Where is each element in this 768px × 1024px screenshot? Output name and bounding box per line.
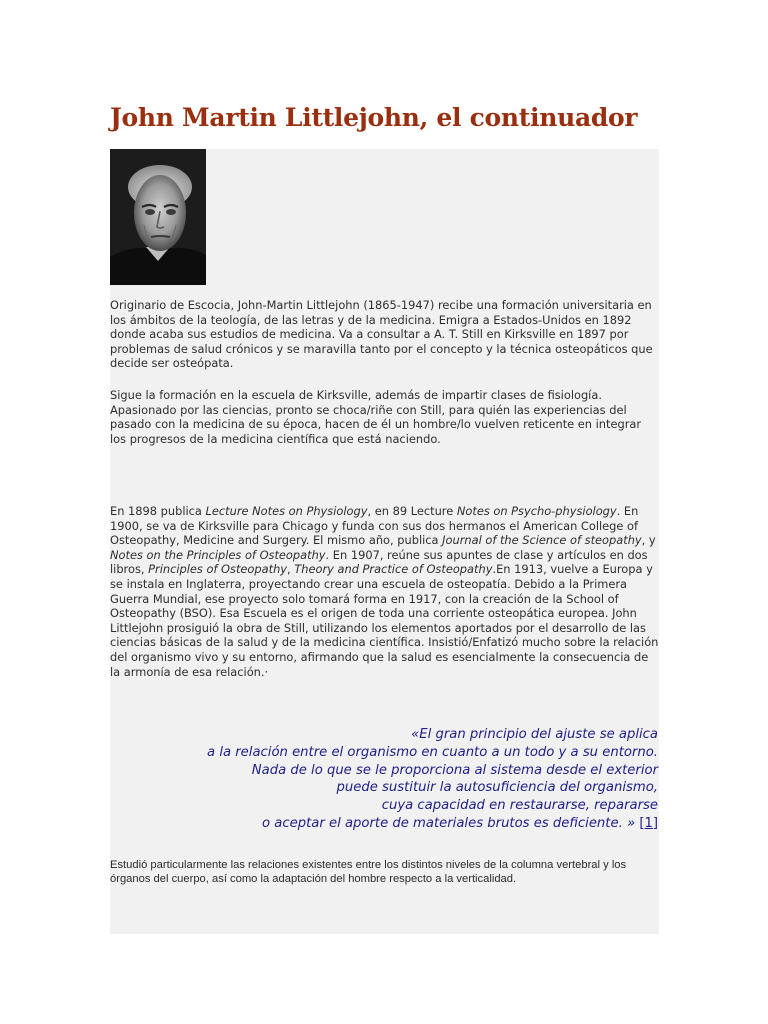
- paragraph-training: Sigue la formación en la escuela de Kirksville, además de impartir clases de fisiología. Apasionado por las ciencias, pronto se choca/riñe con Still, para quién las experiencias del pasado con la medicina de su época, hacen de él un hombre/lo vuelven reticente en integrar los progresos de la medicina científica que está naciendo.: [110, 388, 642, 446]
- quotation: [110, 726, 658, 833]
- book-title: Notes on the Principles of Osteopathy: [110, 547, 326, 562]
- article-body: [110, 149, 659, 934]
- journal-title: Journal of the Science of steopathy: [442, 533, 642, 548]
- quote-line: «El gran principio del ajuste se aplica: [411, 727, 658, 742]
- portrait-image: [110, 149, 206, 285]
- book-title: Notes on Psycho-physiology: [456, 504, 617, 518]
- quote-line: puede sustituir la autosuficiencia del organismo,: [336, 780, 658, 796]
- article-title: John Martin Littlejohn, el continuador: [110, 103, 638, 132]
- paragraph-publications: [110, 504, 659, 679]
- text-run: .En 1913, vuelve a Europa y se instala en Inglaterra, proyectando crear una escuela de osteopatía. Debido a la Primera Guerra Mundial, ese proyecto solo tomará forma en 1917, con la creación de la School of Osteopathy (BSO). Esa Escuela es el origen de toda una corriente osteopática europea. John Littlejohn prosiguió la obra de Still, utilizando los elementos aportados por el desarrollo de las ciencias básicas de la salud y de la medicina científica. Insistió/Enfatizó mucho sobre la relación del organismo vivo y su entorno, afirmando que la salud es esencialmente la consecuencia de la armonía de esa relación.·: [110, 562, 659, 679]
- paragraph-origin: Originario de Escocia, John-Martin Littlejohn (1865-1947) recibe una formación universitaria en los ámbitos de la teología, de las letras y de la medicina. Emigra a Estados-Unidos en 1892 donde acaba sus estudios de medicina. Va a consultar a A. T. Still en Kirksville en 1897 por problemas de salud crónicos y se maravilla tanto por el concepto y la técnica osteopáticos que decide ser osteópata.: [110, 298, 653, 371]
- quote-line: cuya capacidad en restaurarse, repararse: [381, 798, 658, 814]
- quote-line: Nada de lo que se le proporciona al sistema desde el exterior: [251, 762, 658, 778]
- text-run: . En 1907, reúne sus apuntes de clase y artículos en dos libros,: [110, 547, 648, 577]
- text-run: , y: [641, 533, 656, 548]
- portrait-photo: [110, 149, 206, 285]
- book-title: Lecture Notes on Physiology: [205, 504, 368, 518]
- footnote-link[interactable]: [1]: [639, 815, 658, 831]
- quote-line: a la relación entre el organismo en cuanto a un todo y a su entorno.: [207, 744, 658, 760]
- book-title: Theory and Practice of Osteopathy: [294, 562, 493, 577]
- text-run: ,: [287, 562, 295, 577]
- text-run: En 1898 publica: [110, 504, 206, 518]
- quote-line: o aceptar el aporte de materiales brutos es deficiente. »: [262, 815, 636, 831]
- paragraph-study: Estudió particularmente las relaciones existentes entre los distintos niveles de la columna vertebral y los órganos del cuerpo, así como la adaptación del hombre respecto a la verticalidad.: [110, 859, 627, 885]
- book-title: Principles of Osteopathy: [148, 562, 288, 577]
- text-run: , en 89 Lecture: [367, 504, 457, 518]
- text-run: . En 1900, se va de Kirksville para Chicago y funda con sus dos hermanos el American College of Osteopathy, Medicine and Surgery. El mismo año, publica: [110, 504, 639, 548]
